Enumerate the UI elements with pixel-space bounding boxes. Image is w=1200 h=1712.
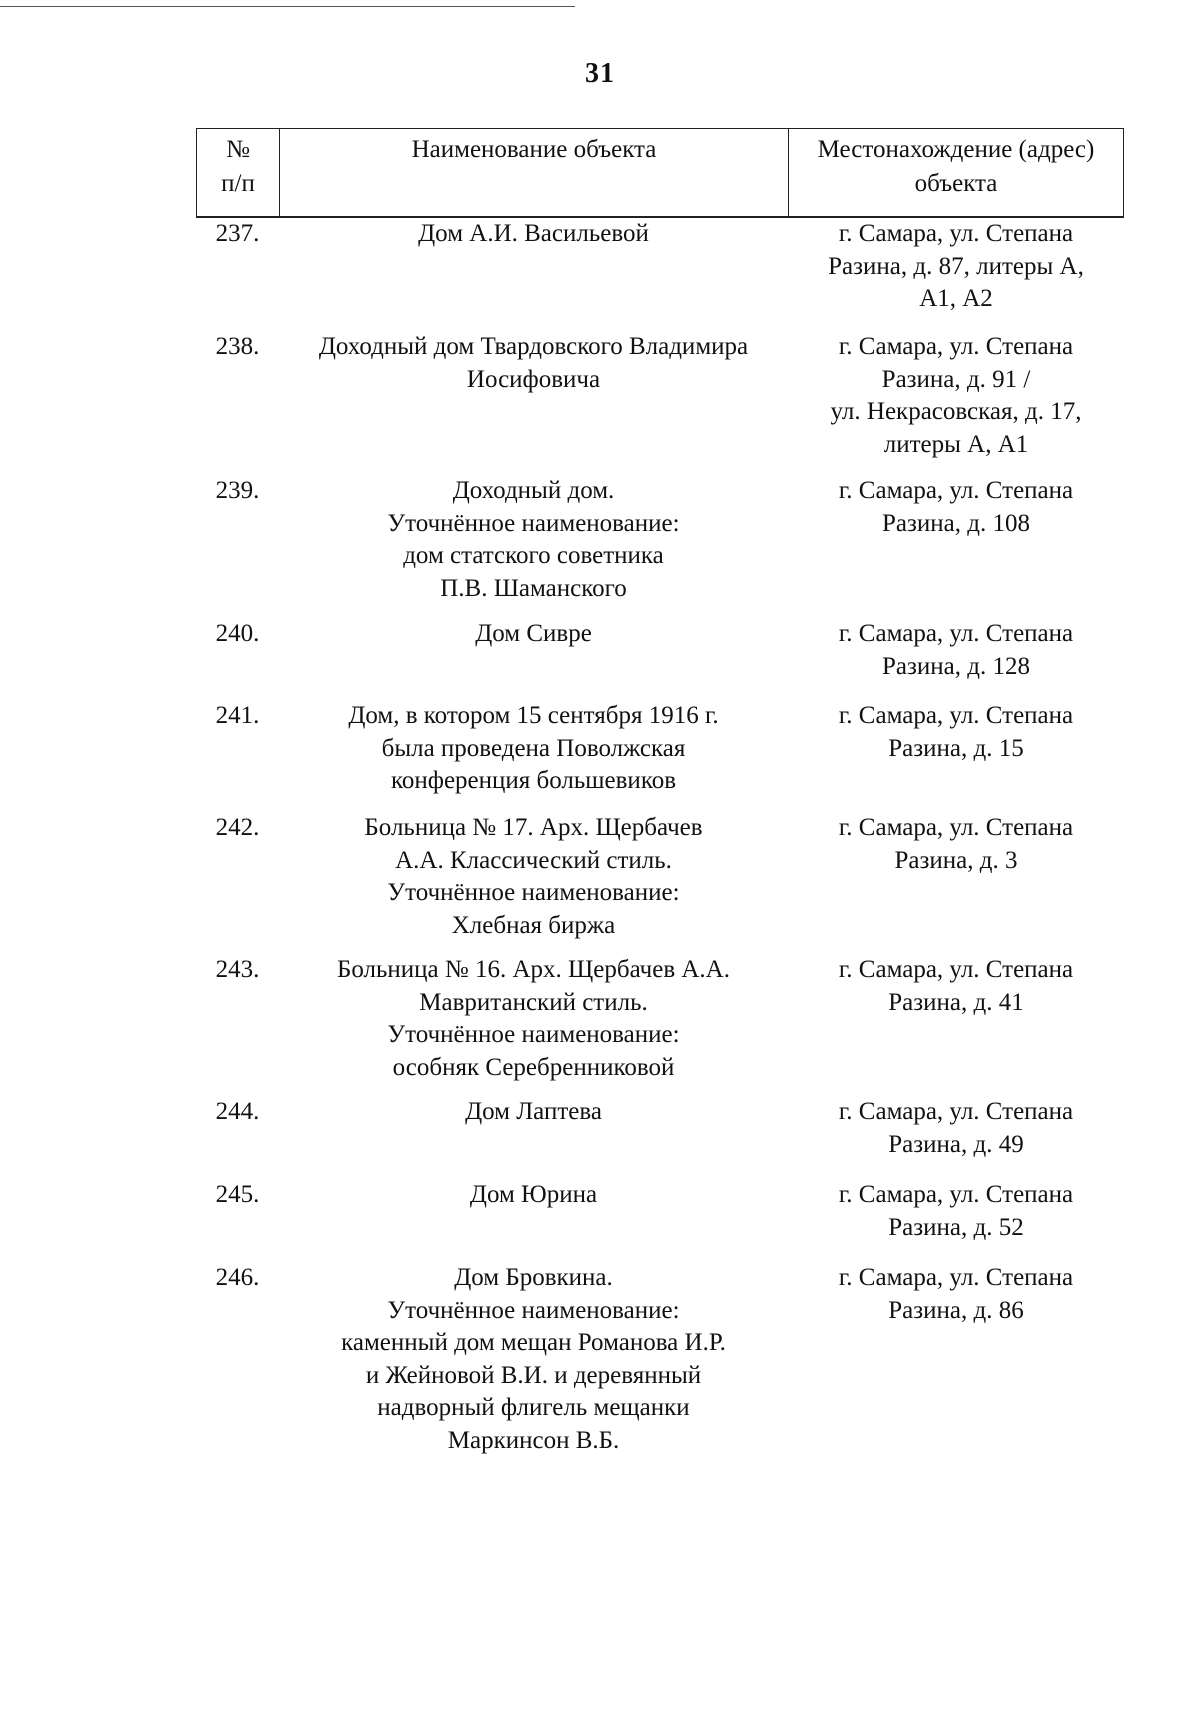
object-address (788, 331, 1124, 461)
header-number-symbol: № (226, 136, 250, 163)
object-address-line: Разина, д. 49 (888, 1130, 1024, 1158)
table-row (196, 218, 1124, 316)
object-name-line: Больница № 16. Арх. Щербачев А.А. (336, 956, 730, 983)
object-address-line: г. Самара, ул. Степана (838, 220, 1074, 247)
object-name-line: Дом, в котором 15 сентября 1916 г. (348, 702, 719, 729)
object-name-line: и Жейновой В.И. и деревянный (365, 1361, 702, 1389)
object-address (788, 618, 1124, 683)
header-number-abbrev: п/п (221, 170, 255, 197)
row-number: 240. (215, 620, 260, 647)
row-number: 245. (215, 1181, 260, 1208)
object-name-line: Мавританский стиль. (419, 988, 648, 1016)
object-address-line: г. Самара, ул. Степана (838, 333, 1074, 360)
object-address-line: литеры А, А1 (883, 430, 1029, 458)
object-address (788, 218, 1124, 316)
object-address-line: Разина, д. 128 (882, 652, 1030, 680)
table-row (196, 331, 1124, 461)
object-name-line: конференция большевиков (390, 767, 676, 794)
object-address-line: Разина, д. 41 (888, 988, 1024, 1016)
header-number-column (197, 129, 280, 216)
object-name-line: Иосифовича (466, 365, 601, 393)
object-address-line: г. Самара, ул. Степана (838, 620, 1074, 647)
object-name-line: Уточнённое наименование: (387, 509, 680, 537)
object-name-line: Хлебная биржа (451, 911, 616, 939)
table-row (196, 700, 1124, 798)
object-name-line: Уточнённое наименование: (387, 1296, 680, 1324)
object-name-line: Дом Лаптева (465, 1098, 602, 1125)
object-address-line: г. Самара, ул. Степана (838, 814, 1074, 841)
object-name-line: Дом Сивре (475, 620, 592, 647)
object-address (788, 1179, 1124, 1244)
object-address-line: г. Самара, ул. Степана (838, 956, 1074, 983)
object-address-line: г. Самара, ул. Степана (838, 1264, 1074, 1291)
table-row (196, 1096, 1124, 1161)
object-name (279, 700, 788, 798)
page-number: 31 (585, 58, 615, 89)
object-name-line: А.А. Классический стиль. (395, 846, 672, 874)
object-name-line: Больница № 17. Арх. Щербачев (364, 814, 703, 841)
object-name-line: была проведена Поволжская (381, 734, 686, 762)
header-name-column (280, 129, 789, 216)
header-address-line1: Местонахождение (адрес) (817, 136, 1095, 163)
object-address (788, 1262, 1124, 1457)
object-address-line: г. Самара, ул. Степана (838, 1098, 1074, 1125)
object-name-line: Доходный дом. (452, 477, 615, 504)
object-name-line: Дом Юрина (469, 1181, 598, 1208)
object-name-line: Дом Бровкина. (454, 1264, 613, 1291)
object-name (279, 475, 788, 605)
object-address-line: ул. Некрасовская, д. 17, (830, 398, 1082, 425)
header-address-column (789, 129, 1123, 216)
object-address-line: Разина, д. 15 (888, 734, 1024, 762)
object-address (788, 812, 1124, 942)
row-number: 241. (215, 702, 260, 729)
object-name-line: особняк Серебренниковой (392, 1053, 675, 1081)
object-name (279, 1096, 788, 1161)
scan-top-rule (0, 6, 575, 7)
object-address-line: Разина, д. 52 (888, 1213, 1024, 1241)
table-row (196, 954, 1124, 1084)
object-name-line: каменный дом мещан Романова И.Р. (341, 1329, 726, 1356)
object-name (279, 618, 788, 683)
row-number: 243. (215, 956, 260, 983)
row-number: 239. (215, 477, 260, 504)
row-number: 237. (215, 220, 260, 247)
object-address-line: г. Самара, ул. Степана (838, 702, 1074, 729)
object-name (279, 1262, 788, 1457)
object-name (279, 954, 788, 1084)
object-name (279, 218, 788, 316)
object-address-line: Разина, д. 91 / (881, 365, 1031, 393)
object-name-line: П.В. Шаманского (440, 574, 627, 602)
object-name-line: Маркинсон В.Б. (447, 1426, 620, 1454)
object-name-line: дом статского советника (403, 542, 664, 569)
object-address-line: Разина, д. 86 (888, 1296, 1024, 1324)
object-name-line: Уточнённое наименование: (387, 1021, 680, 1048)
object-name (279, 812, 788, 942)
object-name-line: Уточнённое наименование: (387, 879, 680, 906)
object-address-line: г. Самара, ул. Степана (838, 477, 1074, 504)
header-address-line2: объекта (914, 170, 998, 197)
object-address (788, 700, 1124, 798)
table-header (196, 128, 1124, 218)
object-name (279, 1179, 788, 1244)
table-row (196, 1262, 1124, 1457)
row-number: 242. (215, 814, 260, 841)
object-address-line: Разина, д. 3 (894, 846, 1018, 874)
object-address (788, 475, 1124, 605)
table-row (196, 475, 1124, 605)
object-name-line: Доходный дом Твардовского Владимира (318, 333, 749, 360)
object-name (279, 331, 788, 461)
table-row (196, 1179, 1124, 1244)
header-name-label: Наименование объекта (411, 136, 657, 163)
object-address-line: Разина, д. 108 (882, 509, 1030, 537)
object-address-line: г. Самара, ул. Степана (838, 1181, 1074, 1208)
table-row (196, 812, 1124, 942)
object-address (788, 954, 1124, 1084)
row-number: 238. (215, 333, 260, 360)
table-row (196, 618, 1124, 683)
row-number: 246. (215, 1264, 260, 1291)
object-address-line: А1, А2 (919, 285, 993, 312)
object-address-line: Разина, д. 87, литеры А, (828, 252, 1084, 280)
object-address (788, 1096, 1124, 1161)
row-number: 244. (215, 1098, 260, 1125)
object-name-line: Дом А.И. Васильевой (418, 220, 649, 247)
object-name-line: надворный флигель мещанки (377, 1394, 690, 1421)
